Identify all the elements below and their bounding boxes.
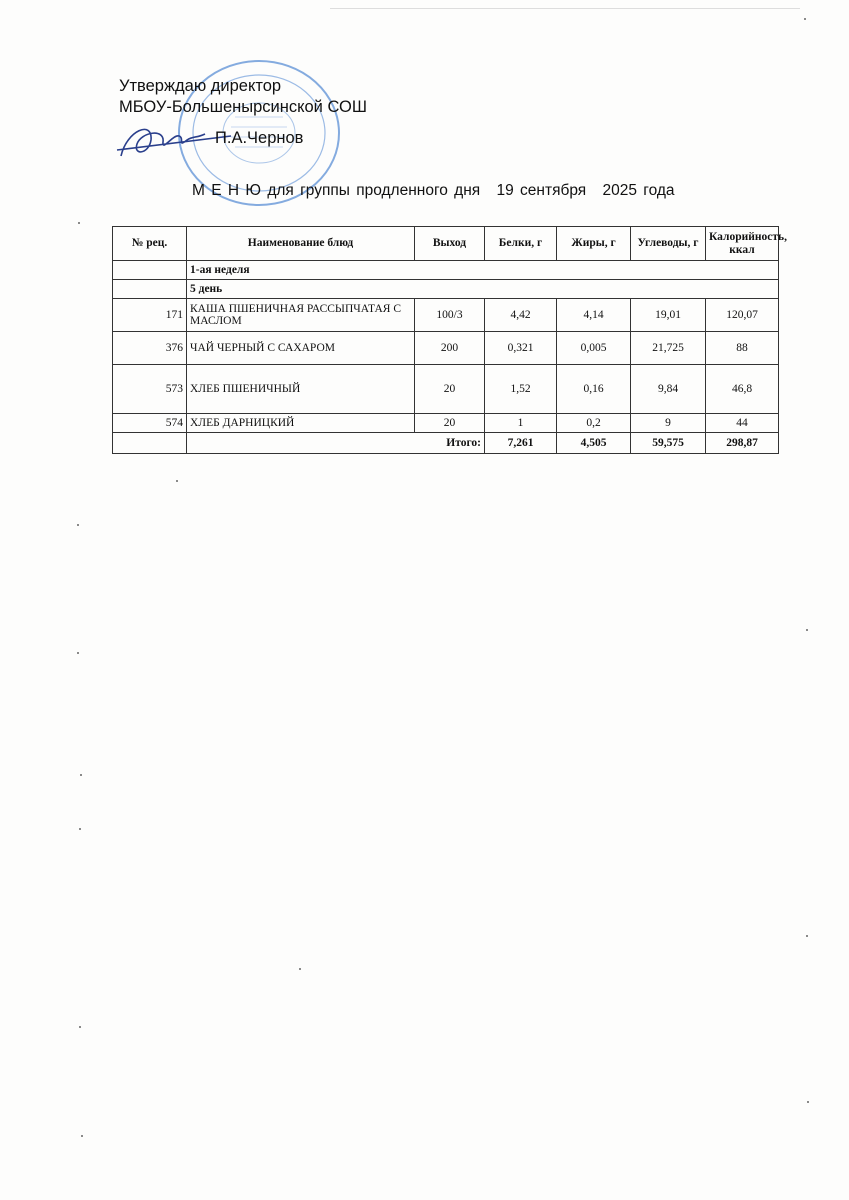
dish-carbs: 19,01 [631,299,706,332]
scan-edge-line [330,8,800,9]
dish-carbs: 21,725 [631,332,706,365]
dish-calories: 46,8 [706,365,779,414]
dish-fat: 4,14 [557,299,631,332]
scan-speck [806,629,808,631]
dish-calories: 88 [706,332,779,365]
total-protein: 7,261 [485,433,557,454]
scan-speck [79,1026,81,1028]
menu-title-text: М Е Н Ю для группы продленного дня [192,182,481,199]
table-row [113,414,779,433]
rec-number: 376 [113,332,187,365]
menu-title [192,182,685,200]
total-carbs: 59,575 [631,433,706,454]
dish-protein: 1 [485,414,557,433]
dish-name: КАША ПШЕНИЧНАЯ РАССЫПЧАТАЯ С МАСЛОМ [187,299,415,332]
dish-calories: 120,07 [706,299,779,332]
scan-speck [77,652,79,654]
day-label: 5 день [187,280,779,299]
scan-speck [79,828,81,830]
scan-speck [77,524,79,526]
header-output: Выход [415,227,485,261]
approval-line-1: Утверждаю директор [119,77,282,95]
table-header-row [113,227,779,261]
table-row [113,365,779,414]
dish-fat: 0,005 [557,332,631,365]
header-carbs: Углеводы, г [631,227,706,261]
total-row [113,433,779,454]
week-label: 1-ая неделя [187,261,779,280]
dish-name: ЧАЙ ЧЕРНЫЙ С САХАРОМ [187,332,415,365]
scan-speck [80,774,82,776]
total-label: Итого: [187,433,485,454]
header-fat: Жиры, г [557,227,631,261]
dish-carbs: 9,84 [631,365,706,414]
header-rec-no: № рец. [113,227,187,261]
header-calories: Калорийность, ккал [706,227,779,261]
scan-speck [81,1135,83,1137]
scan-speck [807,1101,809,1103]
scan-speck [78,222,80,224]
menu-title-date: 19 сентября [496,182,587,199]
dish-output: 200 [415,332,485,365]
day-row [113,280,779,299]
dish-name: ХЛЕБ ПШЕНИЧНЫЙ [187,365,415,414]
menu-title-year: 2025 года [602,182,675,199]
scan-speck [804,18,806,20]
dish-calories: 44 [706,414,779,433]
total-fat: 4,505 [557,433,631,454]
dish-fat: 0,2 [557,414,631,433]
scan-speck [176,480,178,482]
scan-speck [806,935,808,937]
table-row [113,332,779,365]
dish-name: ХЛЕБ ДАРНИЦКИЙ [187,414,415,433]
week-row [113,261,779,280]
dish-protein: 0,321 [485,332,557,365]
dish-fat: 0,16 [557,365,631,414]
dish-protein: 4,42 [485,299,557,332]
approval-block [119,76,367,147]
dish-carbs: 9 [631,414,706,433]
scan-speck [299,968,301,970]
dish-protein: 1,52 [485,365,557,414]
header-protein: Белки, г [485,227,557,261]
rec-number: 171 [113,299,187,332]
dish-output: 100/3 [415,299,485,332]
director-name: П.А.Чернов [215,129,304,147]
approval-line-2: МБОУ-Большенырсинской СОШ [119,98,367,116]
rec-number: 574 [113,414,187,433]
table-row [113,299,779,332]
total-calories: 298,87 [706,433,779,454]
rec-number: 573 [113,365,187,414]
menu-table [112,226,787,454]
dish-output: 20 [415,414,485,433]
dish-output: 20 [415,365,485,414]
header-dish-name: Наименование блюд [187,227,415,261]
